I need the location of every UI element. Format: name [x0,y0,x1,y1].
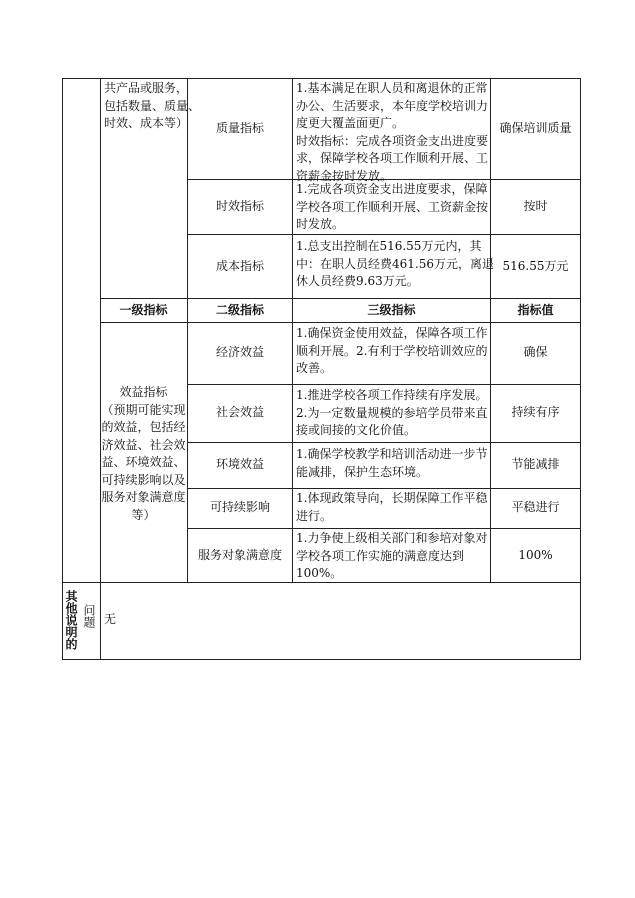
text-line: 接或间接的文化价值。 [296,423,417,437]
secondary-indicator: 时效指标 [215,199,264,213]
table-border [62,78,580,79]
secondary-indicator: 质量指标 [215,121,264,135]
text-line: 度更大覆盖面更广。 [296,116,405,130]
text-line: 改善。 [296,361,333,375]
tertiary-indicator [296,490,487,525]
text-line: 100%。 [296,566,343,580]
table-divider [100,322,580,323]
text-line: 可持续影响以及 [101,472,186,487]
tertiary-indicator [296,530,487,583]
table-border [62,659,580,660]
text-line: 时效指标：完成各项资金支出进度要 [296,133,489,148]
secondary-indicator: 成本指标 [215,259,264,273]
text-line: 包括数量、质量、 [104,98,201,113]
text-line: 益、环境效益、 [101,455,186,469]
text-line: 进行。 [296,508,333,523]
indicator-value: 平稳进行 [511,500,560,514]
text-line: 的效益，包括经 [101,420,186,434]
text-line: 1.力争使上级相关部门和参培对象对 [296,531,488,545]
table-divider [187,442,580,443]
tertiary-indicator [296,446,487,481]
text-line: 1.基本满足在职人员和离退休的正常 [296,81,488,95]
text-line: 效益指标 [119,385,168,399]
indicator-value: 确保 [523,345,548,359]
indicator-value: 100% [518,548,553,562]
text-line: 时效、成本等） [104,116,189,130]
secondary-indicator: 环境效益 [215,457,264,471]
table-border [62,78,63,660]
other-notes-label-problem: 问题 [82,604,96,628]
header-indicator-value: 指标值 [517,303,554,317]
indicator-value: 516.55万元 [502,259,569,273]
text-line: 服务对象满意度 [101,490,186,504]
header-second-level: 二级指标 [215,303,264,317]
text-line: 中：在职人员经费461.56万元，离退 [296,256,494,271]
indicator-value: 持续有序 [511,405,560,419]
text-line: 学校各项工作顺利开展、工资薪金按 [296,199,489,214]
table-divider [187,488,580,489]
table-divider [100,298,580,299]
text-line: 学校各项工作实施的满意度达到 [296,548,465,563]
header-first-level: 一级指标 [119,303,168,317]
table-divider [100,78,101,660]
table-divider [187,384,580,385]
text-line: 1.总支出控制在516.55万元内，其 [296,239,482,253]
secondary-indicator: 经济效益 [215,345,264,359]
tertiary-indicator [296,325,487,378]
text-line: 1.完成各项资金支出进度要求，保障 [296,182,488,196]
text-line: 1.确保资金使用效益，保障各项工作 [296,326,488,340]
other-notes-label: 其他说明的 [64,590,78,650]
indicator-value: 节能减排 [511,457,560,471]
text-line: 1.推进学校各项工作持续有序发展。 [296,388,488,402]
table-divider [292,78,293,583]
output-indicator-note [104,80,200,133]
benefit-indicator-label [100,384,187,524]
tertiary-indicator [296,181,488,234]
tertiary-indicator [296,387,487,440]
tertiary-indicator [296,80,488,185]
indicator-value: 按时 [523,199,548,213]
text-line: 2.为一定数量规模的参培学员带来直 [296,405,488,420]
table-divider [187,528,580,529]
text-line: 等） [131,507,156,522]
table-divider [187,234,580,235]
text-line: （预期可能实现 [101,402,186,417]
secondary-indicator: 可持续影响 [209,500,270,514]
tertiary-indicator [296,238,494,291]
text-line: 1.确保学校教学和培训活动进一步节 [296,447,488,461]
text-line: 时发放。 [296,217,345,231]
secondary-indicator: 社会效益 [215,405,264,419]
text-line: 能减排，保护生态环境。 [296,464,429,479]
header-third-level: 三级指标 [367,303,416,317]
indicator-value: 确保培训质量 [499,121,572,135]
text-line: 共产品或服务， [104,81,189,95]
text-line: 求，保障学校各项工作顺利开展、工 [296,151,489,165]
other-notes-content: 无 [104,612,117,626]
table-border [580,78,581,660]
text-line: 休人员经费9.63万元。 [296,274,419,288]
text-line: 1.体现政策导向，长期保障工作平稳 [296,491,488,505]
text-line: 济效益、社会效 [101,437,186,452]
text-line: 顺利开展。2.有利于学校培训效应的 [296,343,488,358]
secondary-indicator: 服务对象满意度 [197,548,282,562]
text-line: 资薪金按时发放。 [296,168,393,183]
text-line: 办公、生活要求，本年度学校培训力 [296,98,489,113]
